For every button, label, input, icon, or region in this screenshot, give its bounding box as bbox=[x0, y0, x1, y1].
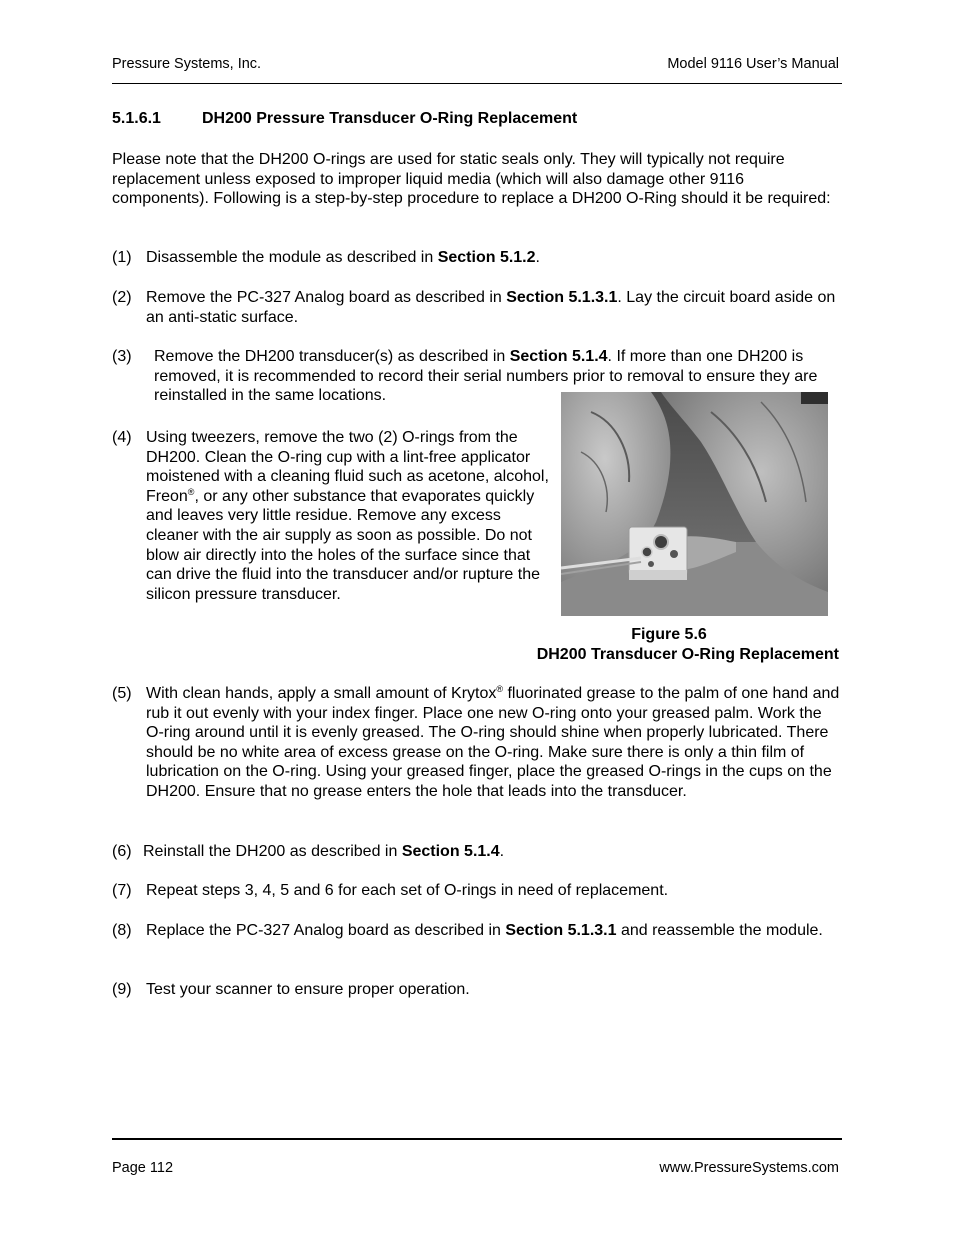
step-text-part: Replace the PC-327 Analog board as described in bbox=[146, 922, 506, 939]
step-text bbox=[146, 248, 842, 268]
figure-label: Figure 5.6 bbox=[631, 626, 707, 643]
section-reference: Section 5.1.2 bbox=[437, 249, 536, 266]
section-reference: Section 5.1.3.1 bbox=[506, 289, 618, 306]
figure-caption bbox=[499, 625, 839, 664]
step-text-part: , or any other substance that evaporates quickly and leaves very little residue. Remove any excess cleaner with the air supply as soon as possible. Do not blow air directly into the holes of the surface since that can drive the fluid into the transducer and/or rupture the silicon pressure transducer. bbox=[146, 487, 541, 603]
step-text-part: Remove the PC-327 Analog board as described in bbox=[146, 289, 507, 306]
step-text-part: Remove the DH200 transducer(s) as described in bbox=[154, 348, 510, 365]
step-number: (4) bbox=[112, 429, 132, 446]
footer-divider bbox=[112, 1138, 842, 1140]
header-company: Pressure Systems, Inc. bbox=[112, 56, 262, 72]
step-number: (5) bbox=[112, 685, 132, 702]
step-number: (7) bbox=[112, 882, 132, 899]
step-text-part: . bbox=[535, 249, 540, 266]
step-number: (2) bbox=[112, 289, 132, 306]
photo-illustration bbox=[561, 392, 828, 616]
section-reference: Section 5.1.4 bbox=[401, 843, 500, 860]
step-text-part: Reinstall the DH200 as described in bbox=[143, 843, 402, 860]
registered-mark: ® bbox=[187, 486, 195, 497]
step-number: (8) bbox=[112, 922, 132, 939]
step-text-part: fluorinated grease to the palm of one hand and rub it out evenly with your index finger. Place one new O-ring onto your greased palm. Work the O-ring around until it is evenly greased. The O-ring should shine when properly lubricated. There should be no white area of excess grease on the O-ring. Make sure there is only a thin film of lubrication on the O-ring. Using your greased finger, place the greased O-rings in the cups on the DH200. Ensure that no grease enters the hole that leads into the transducer. bbox=[146, 685, 840, 800]
section-heading bbox=[112, 109, 577, 129]
footer-website: www.PressureSystems.com bbox=[659, 1160, 839, 1176]
step-text-part: . bbox=[499, 843, 505, 860]
step-text-part: and reassemble the module. bbox=[616, 922, 823, 939]
step-text bbox=[146, 684, 842, 802]
step-text: Test your scanner to ensure proper operation. bbox=[146, 981, 470, 998]
registered-mark: ® bbox=[496, 684, 504, 694]
section-title: DH200 Pressure Transducer O-Ring Replacement bbox=[202, 110, 578, 127]
step-text-part: . Lay the circuit board aside on an anti-static surface. bbox=[146, 289, 836, 326]
step-number: (9) bbox=[112, 981, 132, 998]
step-text bbox=[146, 288, 842, 327]
section-number: 5.1.6.1 bbox=[112, 110, 161, 127]
section-reference: Section 5.1.3.1 bbox=[505, 922, 617, 939]
intro-paragraph: Please note that the DH200 O-rings are used for static seals only. They will typically not require replacement unless exposed to improper liquid media (which will also damage other 9116 components). Following is a step-by-step procedure to replace a DH200 O-Ring should it be required: bbox=[112, 151, 831, 208]
step-text-part: Disassemble the module as described in bbox=[146, 249, 438, 266]
step-number: (1) bbox=[112, 249, 132, 266]
page-number: Page 112 bbox=[112, 1160, 174, 1176]
step-text bbox=[146, 428, 550, 604]
step-text bbox=[143, 842, 842, 862]
step-text-part: With clean hands, apply a small amount of Krytox bbox=[146, 685, 497, 702]
step-number: (6) bbox=[112, 843, 132, 860]
section-reference: Section 5.1.4 bbox=[509, 348, 608, 365]
step-text: Repeat steps 3, 4, 5 and 6 for each set of O-rings in need of replacement. bbox=[146, 882, 669, 899]
header-divider bbox=[112, 83, 842, 84]
dh200-o-ring-photo bbox=[561, 392, 828, 616]
figure-title: DH200 Transducer O-Ring Replacement bbox=[536, 645, 839, 663]
step-number: (3) bbox=[112, 348, 132, 365]
step-text bbox=[146, 921, 842, 941]
header-manual-title: Model 9116 User’s Manual bbox=[667, 56, 839, 72]
step-text-part: Using tweezers, remove the two (2) O-rings from the DH200. Clean the O-ring cup with a lint-free applicator moistened with a cleaning fluid such as acetone, alcohol, Freon bbox=[146, 429, 549, 505]
step-text-part: . If more than one DH200 is removed, it is recommended to record their serial numbers prior to removal to ensure they are reinstalled in the same locations. bbox=[154, 348, 818, 405]
